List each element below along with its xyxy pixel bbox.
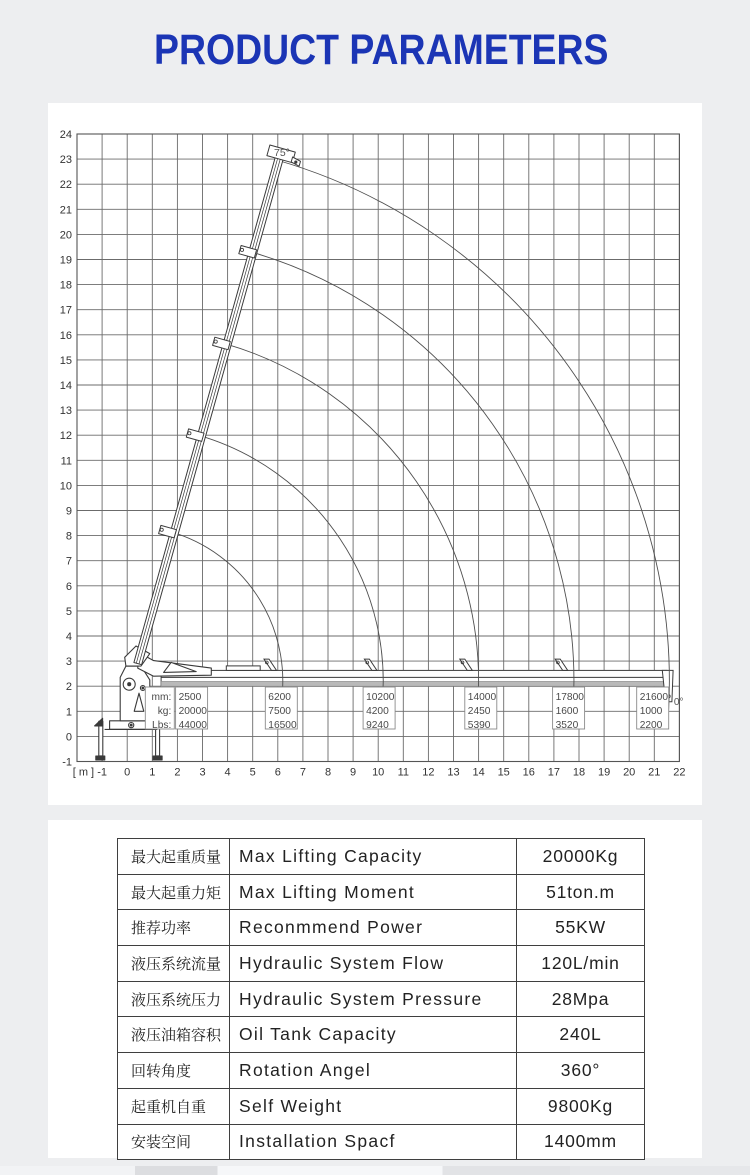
- table-row: [118, 874, 645, 910]
- table-row: [118, 839, 645, 875]
- svg-text:0: 0: [124, 766, 131, 779]
- load-value: 2500: [178, 692, 202, 703]
- svg-text:18: 18: [59, 279, 72, 292]
- next-section-edge: [0, 1166, 750, 1175]
- svg-text:11: 11: [60, 455, 72, 468]
- load-value: 44000: [178, 720, 207, 731]
- load-value: 2450: [467, 706, 491, 717]
- svg-text:10: 10: [59, 480, 72, 493]
- load-value: 4200: [366, 706, 389, 717]
- row-label-en: Self Weight: [230, 1088, 517, 1124]
- outrigger-foot: [96, 756, 105, 760]
- row-label-en: Max Lifting Capacity: [230, 839, 517, 875]
- load-chart: [48, 103, 702, 810]
- row-value: 51ton.m: [517, 874, 645, 910]
- svg-text:19: 19: [597, 766, 611, 779]
- svg-text:13: 13: [59, 405, 72, 418]
- row-value: 20000Kg: [517, 839, 645, 875]
- svg-text:6: 6: [274, 766, 281, 779]
- svg-text:-1: -1: [97, 766, 107, 779]
- unit-row-label: Lbs:: [152, 720, 172, 731]
- horizontal-boom: [161, 659, 673, 702]
- load-value: 21600: [639, 692, 669, 703]
- row-value: 28Mpa: [517, 981, 645, 1017]
- svg-text:0: 0: [65, 731, 72, 744]
- min-angle-label: 0°: [673, 696, 684, 708]
- outrigger-brace: [95, 718, 103, 726]
- unit-row-label: kg:: [157, 706, 172, 717]
- load-value: 2200: [639, 720, 663, 731]
- outrigger-leg: [99, 721, 103, 756]
- row-label-cn: 液压系统压力: [118, 981, 230, 1017]
- load-value: 5390: [467, 720, 491, 731]
- load-boxes: [145, 687, 668, 731]
- svg-text:7: 7: [65, 555, 72, 568]
- svg-text:8: 8: [324, 766, 332, 779]
- svg-text:22: 22: [59, 179, 72, 192]
- load-chart-panel: [48, 103, 702, 805]
- load-value: 6200: [268, 692, 291, 703]
- row-label-cn: 最大起重力矩: [118, 874, 230, 910]
- svg-text:5: 5: [65, 605, 72, 618]
- svg-text:10: 10: [372, 766, 385, 779]
- row-label-en: Oil Tank Capacity: [230, 1017, 517, 1053]
- row-label-en: Rotation Angel: [230, 1053, 517, 1089]
- svg-text:21: 21: [59, 204, 72, 217]
- load-value: 9240: [366, 720, 389, 731]
- row-label-cn: 起重机自重: [118, 1088, 230, 1124]
- inclined-boom: [134, 145, 301, 665]
- page-title: PRODUCT PARAMETERS: [154, 26, 609, 74]
- svg-text:2: 2: [174, 766, 181, 779]
- row-value: 240L: [517, 1017, 645, 1053]
- row-label-cn: 最大起重质量: [118, 839, 230, 875]
- row-label-cn: 回转角度: [118, 1053, 230, 1089]
- row-label-en: Max Lifting Moment: [230, 874, 517, 910]
- svg-text:4: 4: [65, 631, 72, 643]
- row-label-cn: 安装空间: [118, 1124, 230, 1160]
- svg-text:16: 16: [59, 329, 72, 342]
- svg-text:6: 6: [65, 580, 72, 593]
- row-label-en: Reconmmend Power: [230, 910, 517, 946]
- load-value: 1600: [555, 706, 579, 717]
- svg-text:17: 17: [59, 304, 72, 317]
- svg-text:17: 17: [547, 766, 561, 779]
- svg-text:[ m ]: [ m ]: [72, 766, 95, 779]
- table-row: [118, 910, 645, 946]
- svg-text:19: 19: [59, 254, 72, 267]
- spec-table-panel: [48, 820, 702, 1158]
- svg-text:9: 9: [65, 505, 72, 518]
- row-label-en: Hydraulic System Flow: [230, 946, 517, 982]
- svg-text:14: 14: [472, 766, 485, 779]
- svg-text:21: 21: [648, 766, 661, 779]
- row-value: 9800Kg: [517, 1088, 645, 1124]
- svg-text:18: 18: [572, 766, 586, 779]
- load-value: 20000: [178, 706, 207, 717]
- load-value: 17800: [555, 692, 584, 703]
- spec-table: [117, 838, 645, 1160]
- svg-text:-1: -1: [62, 756, 72, 769]
- table-row: [118, 1124, 645, 1160]
- svg-text:12: 12: [422, 766, 435, 779]
- svg-text:11: 11: [397, 766, 410, 779]
- svg-text:1: 1: [65, 706, 72, 719]
- row-label-cn: 液压系统流量: [118, 946, 230, 982]
- row-value: 1400mm: [517, 1124, 645, 1160]
- svg-text:24: 24: [59, 129, 72, 141]
- svg-text:22: 22: [673, 766, 686, 779]
- max-angle-label: 75°: [274, 147, 290, 159]
- load-value: 16500: [268, 720, 297, 731]
- load-value: 1000: [639, 706, 663, 717]
- load-value: 3520: [555, 720, 579, 731]
- table-row: [118, 981, 645, 1017]
- load-value: 10200: [366, 692, 395, 703]
- svg-text:20: 20: [59, 229, 72, 242]
- table-row: [118, 946, 645, 982]
- load-value: 14000: [467, 692, 497, 703]
- load-value: 7500: [268, 706, 291, 717]
- svg-text:5: 5: [249, 766, 256, 779]
- svg-text:3: 3: [199, 766, 206, 779]
- svg-text:4: 4: [224, 766, 231, 779]
- svg-text:12: 12: [59, 430, 72, 443]
- svg-text:13: 13: [447, 766, 460, 779]
- table-row: [118, 1088, 645, 1124]
- row-label-en: Hydraulic System Pressure: [230, 981, 517, 1017]
- svg-text:1: 1: [149, 766, 156, 779]
- row-label-en: Installation Spacf: [230, 1124, 517, 1160]
- row-value: 55KW: [517, 910, 645, 946]
- svg-text:16: 16: [522, 766, 535, 779]
- svg-text:15: 15: [59, 354, 72, 367]
- svg-text:2: 2: [65, 681, 72, 694]
- svg-text:8: 8: [65, 530, 72, 543]
- row-label-cn: 推荐功率: [118, 910, 230, 946]
- table-row: [118, 1017, 645, 1053]
- svg-text:23: 23: [59, 154, 72, 167]
- row-value: 360°: [517, 1053, 645, 1089]
- row-label-cn: 液压油箱容积: [118, 1017, 230, 1053]
- row-value: 120L/min: [517, 946, 645, 982]
- svg-text:3: 3: [65, 656, 72, 669]
- svg-text:7: 7: [299, 766, 306, 779]
- outrigger-foot: [153, 756, 162, 760]
- svg-text:15: 15: [497, 766, 510, 779]
- svg-text:20: 20: [623, 766, 636, 779]
- unit-row-label: mm:: [151, 692, 172, 703]
- table-row: [118, 1053, 645, 1089]
- svg-text:9: 9: [350, 766, 357, 779]
- svg-text:14: 14: [59, 380, 72, 392]
